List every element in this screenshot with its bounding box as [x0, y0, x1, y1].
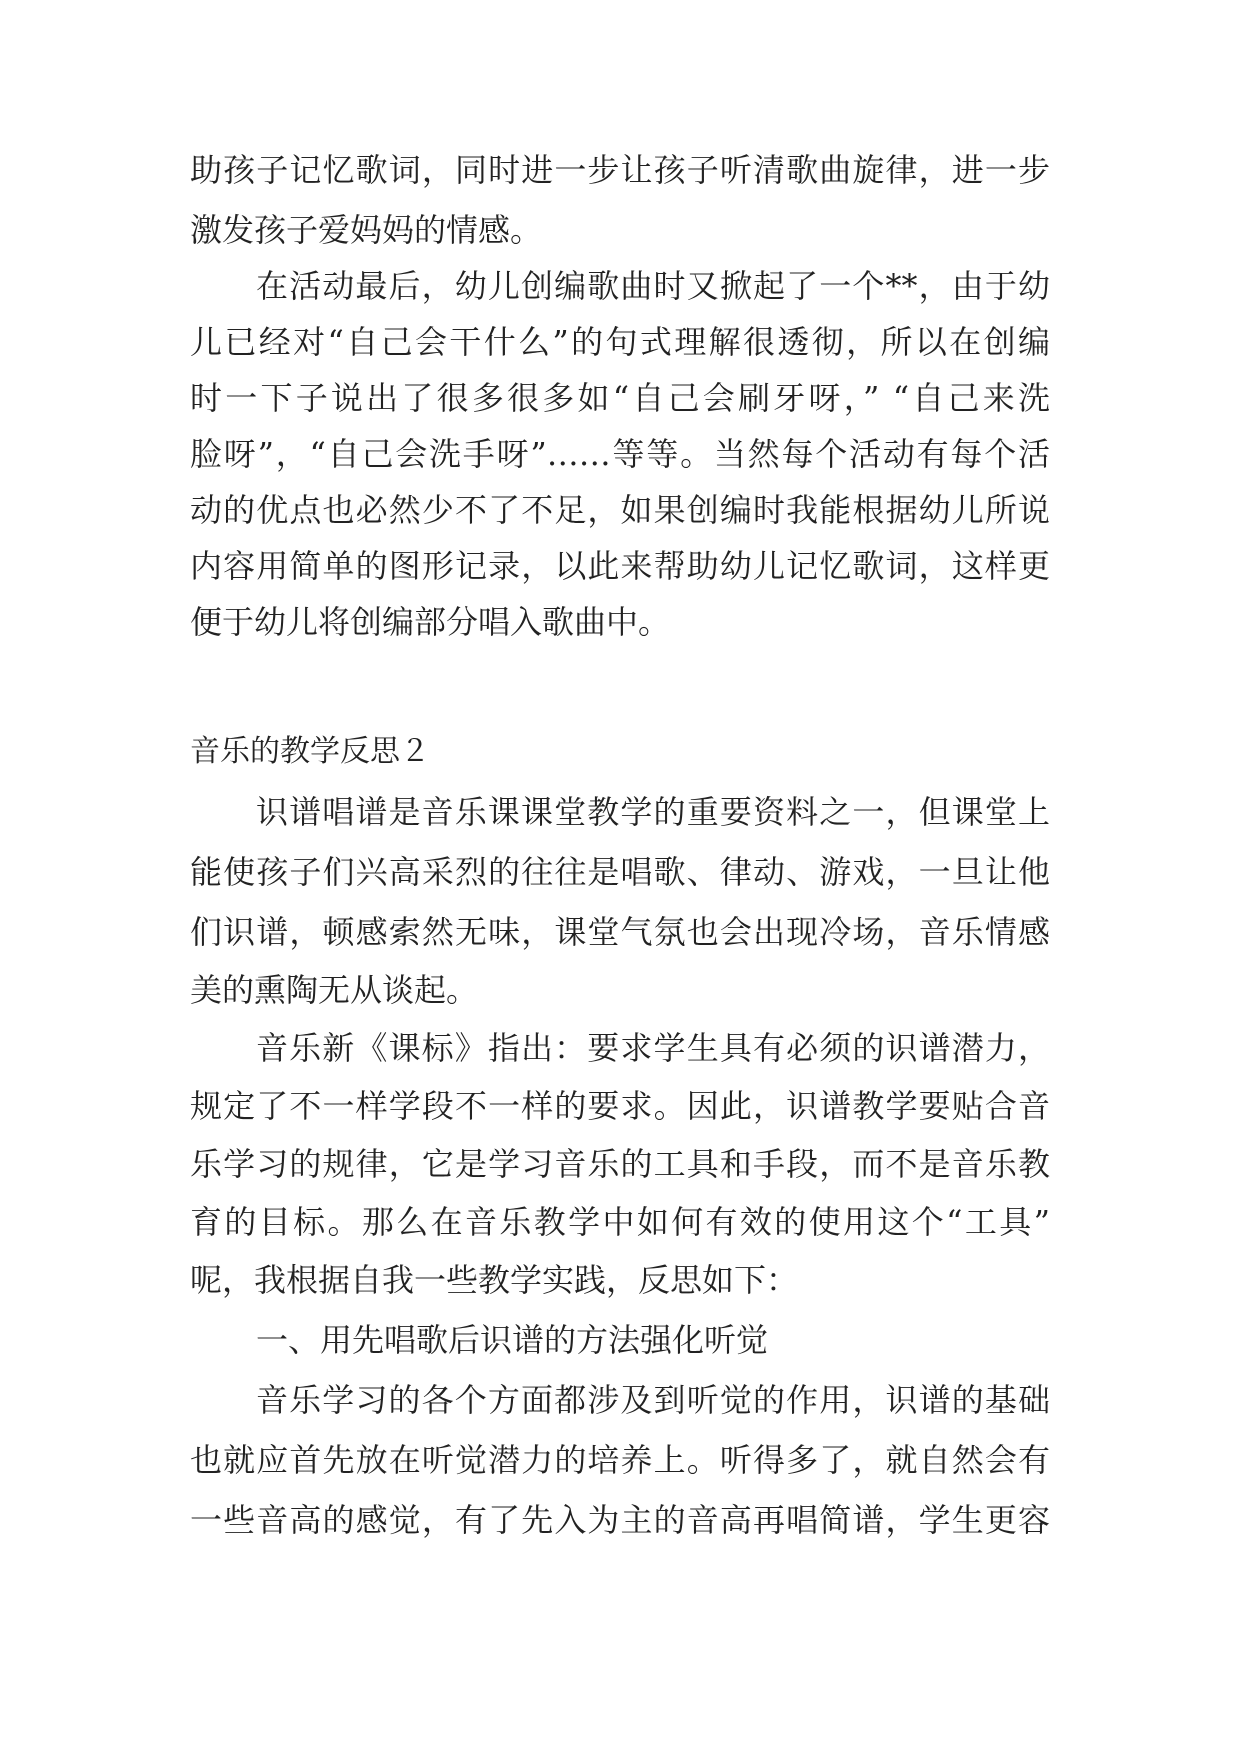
paragraph-2-line-1: 在活动最后，幼儿创编歌曲时又掀起了一个**，由于幼	[256, 267, 1050, 305]
paragraph-5-line-2: 也就应首先放在听觉潜力的培养上。听得多了，就自然会有	[190, 1441, 1050, 1479]
paragraph-3-line-2: 能使孩子们兴高采烈的往往是唱歌、律动、游戏，一旦让他	[190, 853, 1050, 891]
paragraph-2-line-5: 动的优点也必然少不了不足，如果创编时我能根据幼儿所说	[190, 491, 1050, 529]
subheading-1: 一、用先唱歌后识谱的方法强化听觉	[256, 1321, 769, 1359]
paragraph-4-line-3: 乐学习的规律，它是学习音乐的工具和手段，而不是音乐教	[190, 1145, 1050, 1183]
paragraph-4-line-4: 育的目标。那么在音乐教学中如何有效的使用这个“工具”	[190, 1203, 1050, 1241]
paragraph-3-line-3: 们识谱，顿感索然无味，课堂气氛也会出现冷场，音乐情感	[190, 913, 1050, 951]
paragraph-4-line-2: 规定了不一样学段不一样的要求。因此，识谱教学要贴合音	[190, 1087, 1050, 1125]
paragraph-2-line-3: 时一下子说出了很多很多如“自己会刷牙呀，” “自己来洗	[190, 379, 1050, 417]
paragraph-5-line-3: 一些音高的感觉，有了先入为主的音高再唱简谱，学生更容	[190, 1501, 1050, 1539]
paragraph-5-line-1: 音乐学习的各个方面都涉及到听觉的作用，识谱的基础	[256, 1381, 1050, 1419]
paragraph-2-line-2: 儿已经对“自己会干什么”的句式理解很透彻，所以在创编	[190, 323, 1050, 361]
paragraph-3-line-4: 美的熏陶无从谈起。	[190, 971, 479, 1009]
paragraph-1-line-1: 助孩子记忆歌词，同时进一步让孩子听清歌曲旋律，进一步	[190, 151, 1050, 189]
paragraph-4-line-5: 呢，我根据自我一些教学实践，反思如下：	[190, 1261, 799, 1299]
paragraph-2-line-7: 便于幼儿将创编部分唱入歌曲中。	[190, 603, 671, 641]
paragraph-1-line-2: 激发孩子爱妈妈的情感。	[190, 211, 543, 249]
paragraph-4-line-1: 音乐新《课标》指出：要求学生具有必须的识谱潜力，	[256, 1029, 1050, 1067]
section-heading: 音乐的教学反思２	[190, 734, 430, 769]
paragraph-2-line-6: 内容用简单的图形记录，以此来帮助幼儿记忆歌词，这样更	[190, 547, 1050, 585]
paragraph-2-line-4: 脸呀”，“自己会洗手呀”……等等。当然每个活动有每个活	[190, 435, 1050, 473]
paragraph-3-line-1: 识谱唱谱是音乐课课堂教学的重要资料之一，但课堂上	[256, 793, 1050, 831]
